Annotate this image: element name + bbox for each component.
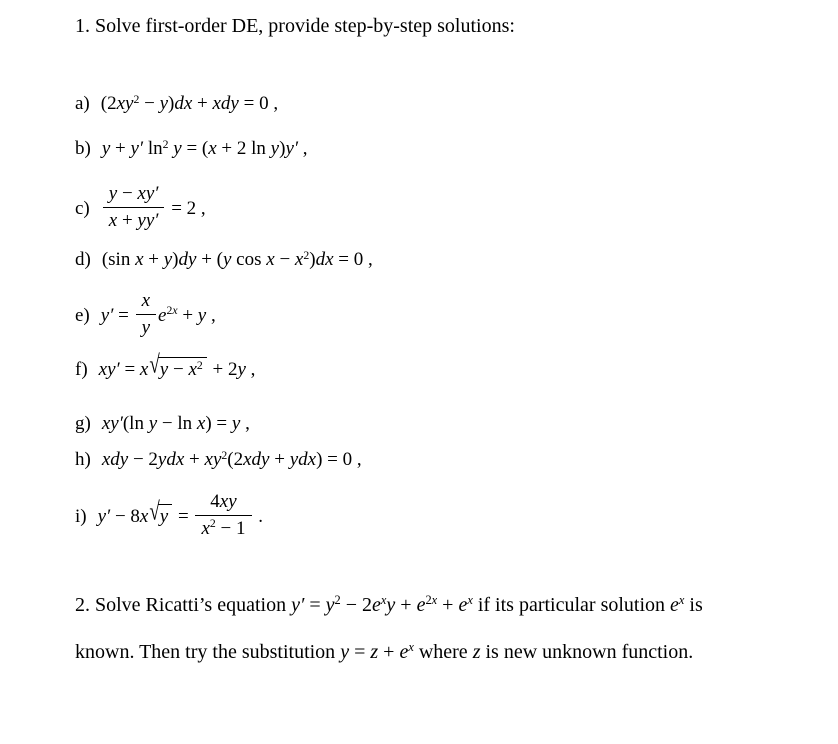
equation-content <box>102 449 362 470</box>
math-variable: y <box>163 249 173 270</box>
math-text: + <box>117 209 138 231</box>
fraction <box>136 289 156 340</box>
equation-row-h <box>75 448 362 472</box>
math-text: ) <box>309 249 316 270</box>
equation-row-b <box>75 137 308 161</box>
math-text: 2 <box>166 304 173 318</box>
math-text: = 0 , <box>238 93 279 114</box>
math-text: (2 <box>227 449 244 470</box>
fraction <box>103 182 165 233</box>
math-variable: y <box>222 249 232 270</box>
math-variable: y <box>159 505 169 527</box>
math-text: ) <box>279 138 286 159</box>
math-text: = <box>119 359 140 380</box>
math-text: is <box>684 594 703 616</box>
square-root <box>149 497 172 529</box>
fraction-numerator <box>195 490 251 516</box>
math-text: 2 <box>196 358 203 372</box>
math-text: = 0 , <box>333 249 373 270</box>
math-variable: y <box>141 316 151 338</box>
math-text: + <box>437 594 459 616</box>
math-text: 2 <box>133 92 140 106</box>
math-variable: y <box>340 641 350 663</box>
equation-label: c) <box>75 197 90 219</box>
math-text: 2. Solve Ricatti’s equation <box>75 594 292 616</box>
fraction-numerator <box>103 182 165 208</box>
fraction-denominator <box>136 315 156 340</box>
superscript <box>210 517 216 530</box>
equation-row-i <box>75 492 263 543</box>
equation-row-f <box>75 351 256 382</box>
math-text: + <box>192 93 213 114</box>
equation-label: i) <box>75 505 87 527</box>
math-text: − <box>274 249 295 270</box>
math-text: − ln <box>157 413 197 434</box>
math-text: = <box>173 505 194 527</box>
math-text: − <box>168 359 189 380</box>
math-variable: e <box>670 594 679 616</box>
radical-sign: √ <box>149 497 160 526</box>
math-variable: x <box>467 593 473 608</box>
math-text: + 2 ln <box>216 138 271 159</box>
equation-content <box>98 351 256 380</box>
math-text: . <box>253 505 263 527</box>
math-variable: e <box>416 594 426 616</box>
math-text: + <box>378 641 400 663</box>
math-variable: xy′ <box>137 183 159 204</box>
equation-label: h) <box>75 449 91 470</box>
superscript <box>408 640 414 654</box>
math-text: if its particular solution <box>472 594 671 616</box>
math-variable: y <box>148 413 158 434</box>
superscript <box>467 593 473 607</box>
superscript <box>381 593 387 607</box>
math-variable: ydx <box>157 449 185 470</box>
radical-sign: √ <box>149 351 160 380</box>
math-variable: x <box>431 593 438 608</box>
math-variable: x <box>294 249 304 270</box>
math-variable: e <box>458 594 468 616</box>
equation-row-a <box>75 92 278 116</box>
math-variable: xy′ <box>101 413 123 434</box>
math-text: + <box>395 594 417 616</box>
math-variable: e <box>399 641 409 663</box>
superscript <box>679 593 685 607</box>
math-variable: xdy <box>212 93 239 114</box>
math-text: 2 <box>425 593 432 608</box>
math-variable: y <box>325 594 335 616</box>
math-variable: y <box>270 138 280 159</box>
math-variable: y′ <box>291 594 305 616</box>
math-variable: y <box>159 359 169 380</box>
math-text: known. Then try the substitution <box>75 641 341 663</box>
math-variable: x <box>201 517 210 539</box>
math-variable: xdy <box>101 449 129 470</box>
math-text: + <box>110 138 131 159</box>
math-variable: y <box>101 138 111 159</box>
problem1-heading: 1. Solve first-order DE, provide step-by-step solutions: <box>75 15 515 37</box>
math-variable: xy′ <box>98 359 120 380</box>
math-text: is new unknown function. <box>480 641 694 663</box>
math-text: + <box>269 449 290 470</box>
math-text: − 2 <box>128 449 158 470</box>
problem2-line-1 <box>75 592 703 618</box>
superscript <box>425 593 437 607</box>
math-variable: x <box>139 359 149 380</box>
math-text: , <box>245 359 256 380</box>
math-text: − 2 <box>340 594 373 616</box>
fraction-denominator <box>195 516 251 541</box>
math-variable: x <box>141 290 151 311</box>
equation-content <box>97 491 263 539</box>
math-text: ) = 0 , <box>316 449 362 470</box>
math-variable: e <box>372 594 381 616</box>
math-text: = <box>304 594 326 616</box>
math-variable: y <box>386 594 396 616</box>
math-text: cos <box>231 249 267 270</box>
radicand <box>158 504 172 529</box>
math-text: 4 <box>210 491 220 512</box>
equation-row-g <box>75 412 250 436</box>
equation-label: a) <box>75 93 90 114</box>
math-variable: z <box>472 641 481 663</box>
math-variable: y <box>237 359 246 380</box>
superscript <box>335 593 341 607</box>
math-text: = <box>113 304 134 326</box>
math-text: ) = <box>205 413 232 434</box>
superscript <box>221 449 227 462</box>
math-variable: yy′ <box>137 209 159 231</box>
superscript <box>197 359 203 372</box>
math-text: , <box>240 413 250 434</box>
math-variable: x <box>188 359 197 380</box>
equation-content <box>102 138 308 159</box>
superscript <box>133 93 139 106</box>
math-text: 2 <box>221 448 228 462</box>
math-text: = 2 , <box>166 197 206 219</box>
math-variable: y′ <box>97 505 111 527</box>
equation-label: d) <box>75 249 91 270</box>
equation-row-d <box>75 248 373 272</box>
fraction <box>195 490 251 541</box>
math-text: 2 <box>162 137 169 151</box>
math-text: + <box>177 304 198 326</box>
math-text: where <box>413 641 473 663</box>
math-variable: dx <box>315 249 334 270</box>
math-variable: x <box>108 209 118 231</box>
fraction-denominator <box>103 208 165 233</box>
superscript <box>166 304 177 317</box>
math-variable: dx <box>174 93 193 114</box>
math-variable: y <box>197 304 207 326</box>
math-text: , <box>206 304 216 326</box>
math-text: 2 <box>303 248 310 262</box>
math-text: ) <box>168 93 175 114</box>
math-variable: z <box>370 641 379 663</box>
math-text: − 1 <box>215 517 246 539</box>
equation-label: b) <box>75 138 91 159</box>
math-text: − <box>117 183 138 204</box>
equation-content <box>102 413 250 434</box>
math-text: (2 <box>100 93 117 114</box>
math-variable: e <box>158 304 167 326</box>
math-variable: y <box>231 413 241 434</box>
math-variable: y′ <box>130 138 144 159</box>
math-text: = ( <box>181 138 209 159</box>
equation-content <box>102 249 373 270</box>
superscript <box>163 138 169 151</box>
math-text: 2 <box>334 593 341 608</box>
math-variable: ydx <box>289 449 317 470</box>
math-variable: x <box>380 593 387 608</box>
math-variable: x <box>196 413 206 434</box>
equation-label: f) <box>75 359 88 380</box>
math-text: + 2 <box>207 359 238 380</box>
math-text: , <box>298 138 308 159</box>
math-text: − <box>139 93 160 114</box>
math-variable: y <box>159 93 169 114</box>
math-variable: y <box>173 138 182 159</box>
math-text: = <box>349 641 371 663</box>
math-variable: x <box>135 249 144 270</box>
math-text: (sin <box>101 249 136 270</box>
math-text: (ln <box>122 413 149 434</box>
equation-row-e <box>75 291 216 342</box>
math-variable: x <box>678 593 685 608</box>
math-variable: xy <box>219 491 237 512</box>
equation-label: e) <box>75 304 90 326</box>
math-text: − 8 <box>110 505 140 527</box>
math-text: + <box>184 449 205 470</box>
fraction-numerator <box>136 289 156 315</box>
math-variable: x <box>408 640 414 655</box>
math-variable: x <box>139 505 149 527</box>
math-variable: x <box>208 138 217 159</box>
math-variable: y′ <box>285 138 299 159</box>
math-text: + <box>143 249 164 270</box>
equation-content <box>101 183 206 231</box>
math-variable: xy <box>116 93 134 114</box>
equation-row-c <box>75 184 206 235</box>
math-text: ) <box>172 249 179 270</box>
math-text: ln <box>143 138 163 159</box>
superscript <box>303 249 309 262</box>
radicand <box>158 357 207 382</box>
math-text: 2 <box>209 517 216 531</box>
math-text: + ( <box>196 249 223 270</box>
math-variable: x <box>266 249 275 270</box>
math-variable: xy <box>204 449 222 470</box>
math-variable: y <box>108 183 118 204</box>
equation-content <box>101 93 278 114</box>
square-root <box>149 351 206 382</box>
equation-label: g) <box>75 413 91 434</box>
math-variable: dy <box>178 249 197 270</box>
math-variable: xdy <box>243 449 270 470</box>
math-variable: y′ <box>100 304 114 326</box>
math-variable: x <box>172 304 178 318</box>
equation-content <box>100 290 216 338</box>
problem2-line-2 <box>75 639 693 665</box>
